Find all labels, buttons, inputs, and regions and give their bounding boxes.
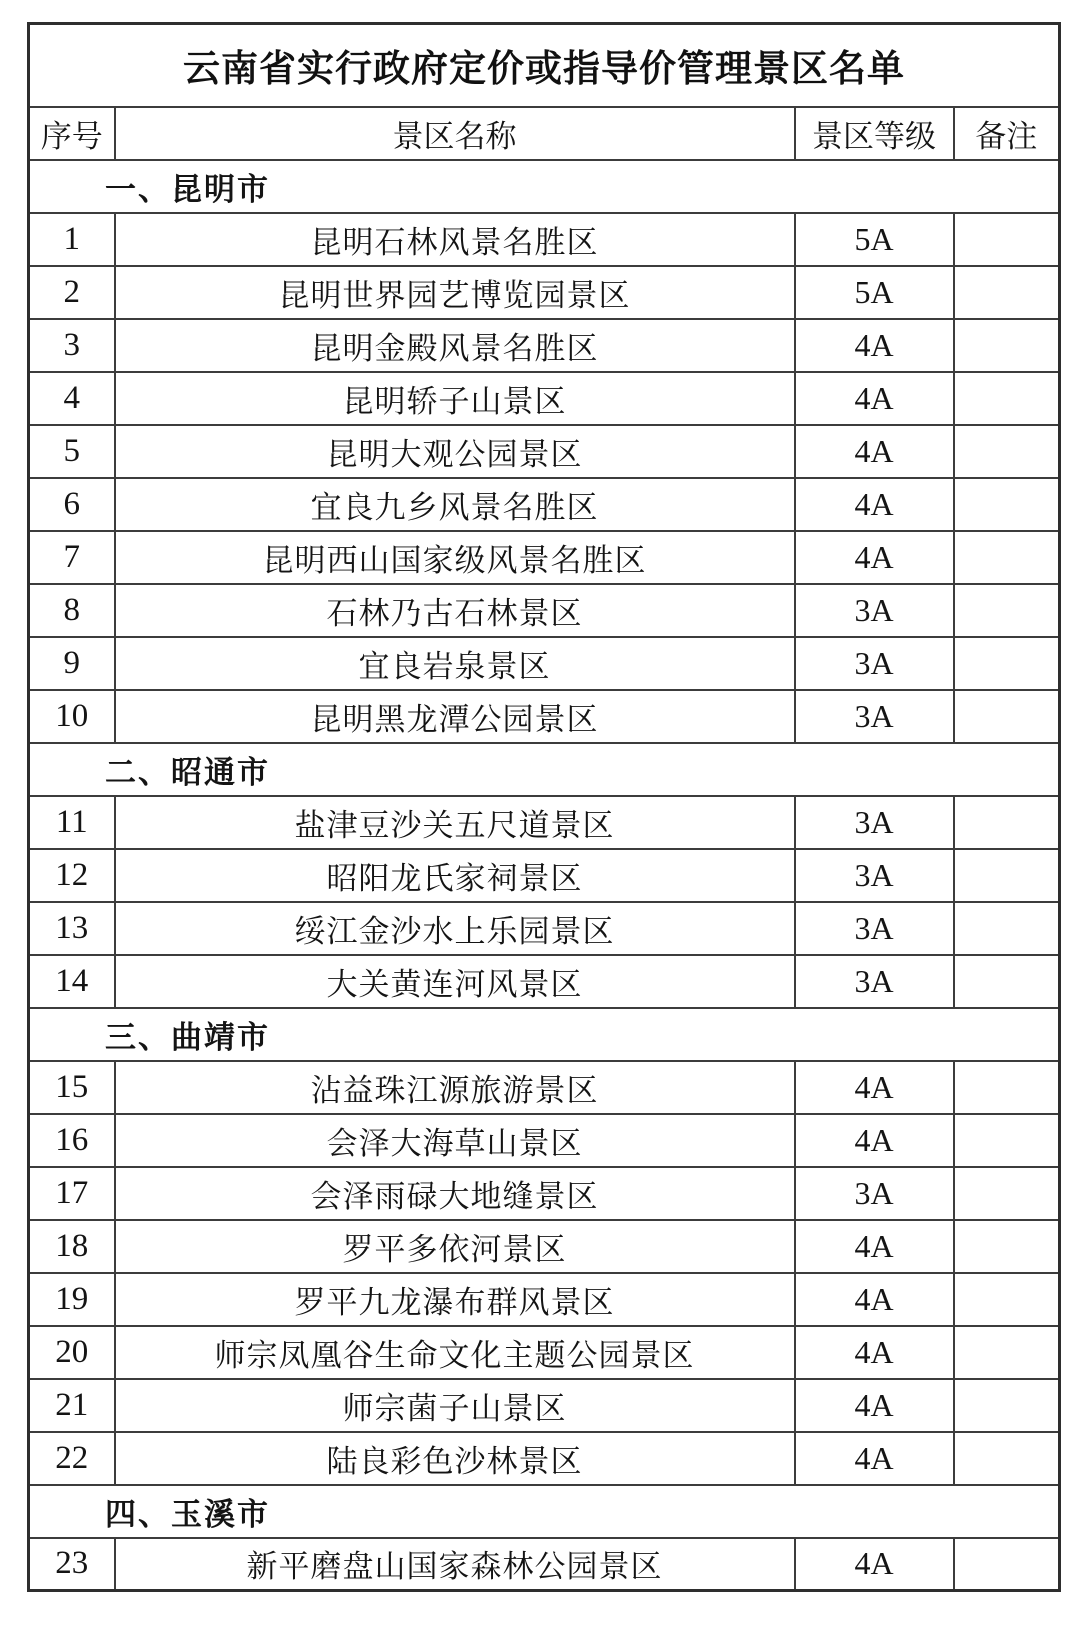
scenic-area-name: 罗平多依河景区 (115, 1220, 795, 1273)
scenic-area-grade: 4A (795, 1114, 954, 1167)
scenic-area-grade: 4A (795, 1538, 954, 1591)
table-row (29, 266, 1060, 319)
row-number: 9 (29, 637, 115, 690)
scenic-area-name: 绥江金沙水上乐园景区 (115, 902, 795, 955)
row-number: 18 (29, 1220, 115, 1273)
row-number: 7 (29, 531, 115, 584)
scenic-area-name: 会泽大海草山景区 (115, 1114, 795, 1167)
scenic-area-grade: 4A (795, 319, 954, 372)
scenic-area-name: 昆明石林风景名胜区 (115, 213, 795, 266)
scenic-area-name: 昆明金殿风景名胜区 (115, 319, 795, 372)
section-row (29, 160, 1060, 213)
scenic-area-grade: 4A (795, 425, 954, 478)
scenic-area-name: 大关黄连河风景区 (115, 955, 795, 1008)
row-number: 5 (29, 425, 115, 478)
scenic-area-name: 昆明世界园艺博览园景区 (115, 266, 795, 319)
scenic-area-name: 昆明黑龙潭公园景区 (115, 690, 795, 743)
scenic-area-name: 昭阳龙氏家祠景区 (115, 849, 795, 902)
remark-cell (954, 1326, 1060, 1379)
row-number: 2 (29, 266, 115, 319)
section-label: 三、曲靖市 (29, 1008, 1060, 1061)
document-page (0, 22, 1080, 1634)
remark-cell (954, 796, 1060, 849)
scenic-area-name: 盐津豆沙关五尺道景区 (115, 796, 795, 849)
remark-cell (954, 213, 1060, 266)
table-row (29, 955, 1060, 1008)
row-number: 22 (29, 1432, 115, 1485)
row-number: 13 (29, 902, 115, 955)
row-number: 1 (29, 213, 115, 266)
scenic-area-name: 宜良九乡风景名胜区 (115, 478, 795, 531)
table-row (29, 213, 1060, 266)
remark-cell (954, 319, 1060, 372)
scenic-area-name: 沾益珠江源旅游景区 (115, 1061, 795, 1114)
scenic-area-grade: 4A (795, 1220, 954, 1273)
scenic-area-price-table (27, 22, 1061, 1592)
table-row (29, 1538, 1060, 1591)
scenic-area-name: 昆明西山国家级风景名胜区 (115, 531, 795, 584)
table-row (29, 1061, 1060, 1114)
table-row (29, 1220, 1060, 1273)
scenic-area-name: 昆明轿子山景区 (115, 372, 795, 425)
row-number: 17 (29, 1167, 115, 1220)
remark-cell (954, 266, 1060, 319)
remark-cell (954, 425, 1060, 478)
row-number: 3 (29, 319, 115, 372)
table-row (29, 849, 1060, 902)
remark-cell (954, 478, 1060, 531)
remark-cell (954, 1061, 1060, 1114)
row-number: 12 (29, 849, 115, 902)
section-row (29, 1008, 1060, 1061)
scenic-area-grade: 4A (795, 1273, 954, 1326)
scenic-area-grade: 5A (795, 266, 954, 319)
scenic-area-name: 宜良岩泉景区 (115, 637, 795, 690)
row-number: 15 (29, 1061, 115, 1114)
remark-cell (954, 1538, 1060, 1591)
row-number: 8 (29, 584, 115, 637)
scenic-area-grade: 3A (795, 690, 954, 743)
scenic-area-grade: 4A (795, 1379, 954, 1432)
scenic-area-grade: 4A (795, 372, 954, 425)
scenic-area-name: 陆良彩色沙林景区 (115, 1432, 795, 1485)
scenic-area-grade: 3A (795, 796, 954, 849)
table-row (29, 372, 1060, 425)
table-row (29, 1326, 1060, 1379)
scenic-area-name: 师宗菌子山景区 (115, 1379, 795, 1432)
section-label: 二、昭通市 (29, 743, 1060, 796)
remark-cell (954, 531, 1060, 584)
table-row (29, 637, 1060, 690)
row-number: 4 (29, 372, 115, 425)
section-label: 一、昆明市 (29, 160, 1060, 213)
column-header-remark: 备注 (954, 107, 1060, 160)
table-row (29, 1432, 1060, 1485)
section-row (29, 743, 1060, 796)
row-number: 6 (29, 478, 115, 531)
title-row (29, 24, 1060, 107)
remark-cell (954, 849, 1060, 902)
page-title: 云南省实行政府定价或指导价管理景区名单 (29, 24, 1060, 107)
table-row (29, 690, 1060, 743)
scenic-area-name: 石林乃古石林景区 (115, 584, 795, 637)
scenic-area-grade: 3A (795, 849, 954, 902)
scenic-area-name: 师宗凤凰谷生命文化主题公园景区 (115, 1326, 795, 1379)
remark-cell (954, 1432, 1060, 1485)
section-row (29, 1485, 1060, 1538)
scenic-area-grade: 3A (795, 902, 954, 955)
remark-cell (954, 372, 1060, 425)
table-row (29, 531, 1060, 584)
table-row (29, 478, 1060, 531)
row-number: 19 (29, 1273, 115, 1326)
column-header-name: 景区名称 (115, 107, 795, 160)
table-row (29, 319, 1060, 372)
scenic-area-grade: 3A (795, 1167, 954, 1220)
scenic-area-grade: 4A (795, 478, 954, 531)
section-label: 四、玉溪市 (29, 1485, 1060, 1538)
remark-cell (954, 637, 1060, 690)
table-row (29, 1273, 1060, 1326)
table-row (29, 902, 1060, 955)
scenic-area-grade: 4A (795, 1061, 954, 1114)
scenic-area-grade: 3A (795, 637, 954, 690)
column-header-grade: 景区等级 (795, 107, 954, 160)
scenic-area-grade: 4A (795, 1432, 954, 1485)
scenic-area-grade: 3A (795, 584, 954, 637)
table-row (29, 1114, 1060, 1167)
row-number: 21 (29, 1379, 115, 1432)
scenic-area-grade: 3A (795, 955, 954, 1008)
remark-cell (954, 1220, 1060, 1273)
remark-cell (954, 1273, 1060, 1326)
row-number: 10 (29, 690, 115, 743)
scenic-area-name: 新平磨盘山国家森林公园景区 (115, 1538, 795, 1591)
remark-cell (954, 902, 1060, 955)
remark-cell (954, 1167, 1060, 1220)
remark-cell (954, 1114, 1060, 1167)
table-row (29, 796, 1060, 849)
remark-cell (954, 955, 1060, 1008)
row-number: 16 (29, 1114, 115, 1167)
table-row (29, 425, 1060, 478)
table-body (29, 24, 1060, 1591)
column-header-index: 序号 (29, 107, 115, 160)
remark-cell (954, 1379, 1060, 1432)
table-row (29, 584, 1060, 637)
row-number: 11 (29, 796, 115, 849)
table-row (29, 1379, 1060, 1432)
row-number: 20 (29, 1326, 115, 1379)
column-header-row (29, 107, 1060, 160)
scenic-area-grade: 5A (795, 213, 954, 266)
scenic-area-grade: 4A (795, 531, 954, 584)
scenic-area-grade: 4A (795, 1326, 954, 1379)
scenic-area-name: 罗平九龙瀑布群风景区 (115, 1273, 795, 1326)
table-row (29, 1167, 1060, 1220)
remark-cell (954, 690, 1060, 743)
remark-cell (954, 584, 1060, 637)
row-number: 14 (29, 955, 115, 1008)
scenic-area-name: 昆明大观公园景区 (115, 425, 795, 478)
scenic-area-name: 会泽雨碌大地缝景区 (115, 1167, 795, 1220)
row-number: 23 (29, 1538, 115, 1591)
